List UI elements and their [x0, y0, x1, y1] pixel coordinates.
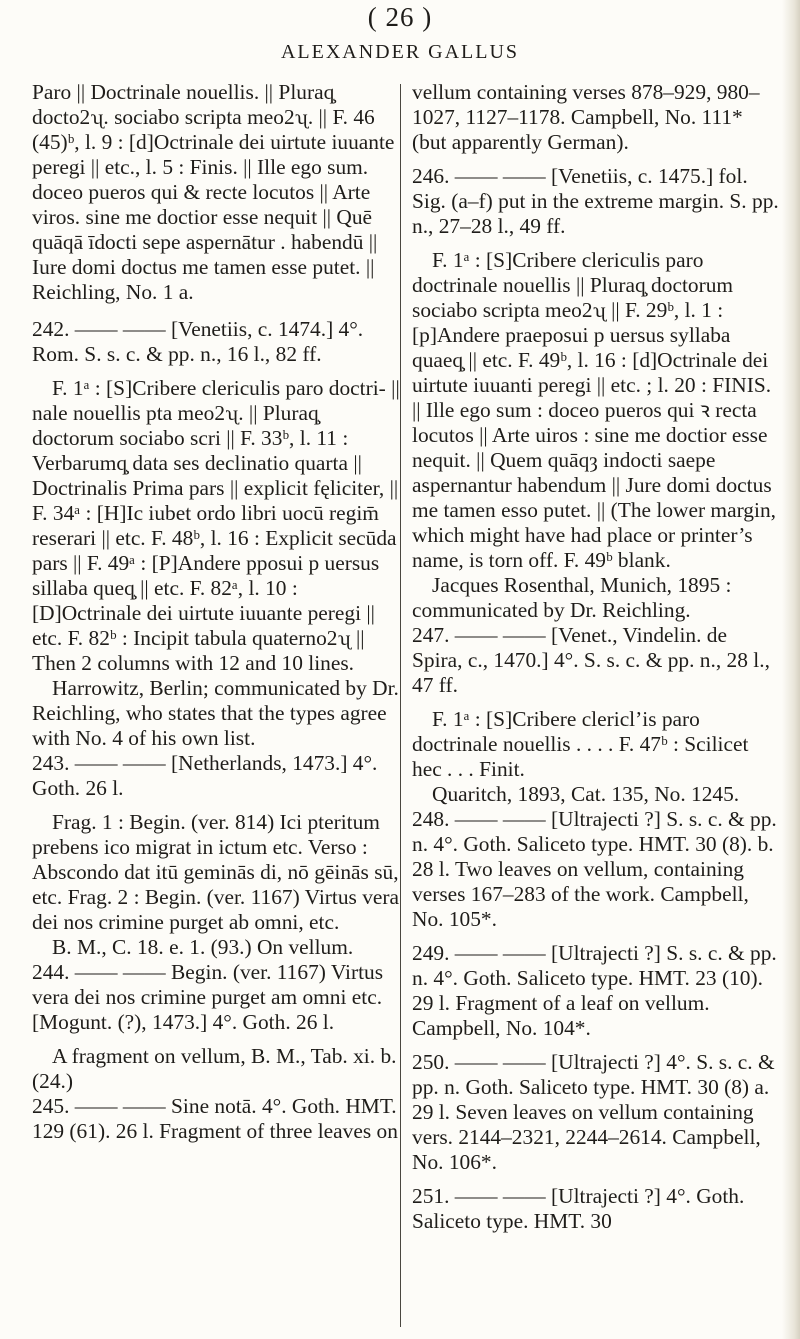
- entry-heading: 249. —— —— [Ultrajecti ?] S. s. c. & pp. n. 4°. Goth. Saliceto type. HMT. 23 (10). 29 l. Fragment of a leaf on vellum. Campbell, No. 104*.: [412, 941, 777, 1040]
- paragraph: vellum containing verses 878–929, 980–1027, 1127–1178. Campbell, No. 111* (but apparently German).: [412, 80, 760, 154]
- column-divider: [400, 84, 401, 1327]
- entry-heading: 245. —— —— Sine notā. 4°. Goth. HMT. 129 (61). 26 l. Fragment of three leaves on: [32, 1094, 398, 1143]
- entry-body: F. 1ᵃ : [S]Cribere clericulis paro doctri- || nale nouellis pta meo2ʯ. || Pluraq̧ doctorum sociabo scri || F. 33ᵇ, l. 11 : Verbarumq̧ data ses declinatio quarta || Doctrinalis Prima pars || explicit fęliciter, || F. 34ᵃ : [H]Ic iubet ordo libri uocū regim̄ reserari || etc. F. 48ᵇ, l. 16 : Explicit secūda pars || F. 49ᵃ : [P]Andere pposui p uersus sillaba queq̧ || etc. F. 82ᵃ, l. 10 : [D]Octrinale dei uirtute iuuante peregi || etc. F. 82ᵇ : Incipit tabula quaterno2ʯ || Then 2 columns with 12 and 10 lines.: [32, 376, 400, 675]
- left-column: [32, 80, 400, 1153]
- entry-body: F. 1ᵃ : [S]Cribere clericulis paro doctrinale nouellis || Pluraq̧ doctorum sociabo scripta meo2ʯ || F. 29ᵇ, l. 1 : [p]Andere praeposui p uersus syllaba quaeq̧ || etc. F. 49ᵇ, l. 16 : [d]Octrinale dei uirtute iuuanti peregi || etc. ; l. 20 : FINIS. || Ille ego sum : doceo pueros qui ꝛ recta locutos || Arte uiros : sine me doctior esse nequit. || Quem quāqȝ indocti saepe aspernantur habendum || Jure domi doctus me tamen esso putet. || (The lower margin, which might have had place or printer’s name, is torn off. F. 49ᵇ blank.: [412, 248, 776, 572]
- page-edge-shadow: [782, 0, 800, 1339]
- entry-heading: 243. —— —— [Netherlands, 1473.] 4°. Goth. 26 l.: [32, 751, 378, 800]
- entry-body: F. 1ᵃ : [S]Cribere clericl’is paro doctrinale nouellis . . . . F. 47ᵇ : Scilicet hec . . . Finit.: [412, 707, 749, 781]
- entry-heading: 246. —— —— [Venetiis, c. 1475.] fol. Sig. (a–f) put in the extreme margin. S. pp. n., 27–28 l., 49 ff.: [412, 164, 779, 238]
- entry-note: Quaritch, 1893, Cat. 135, No. 1245.: [432, 782, 740, 806]
- entry-note: Harrowitz, Berlin; communicated by Dr. Reichling, who states that the types agree with No. 4 of his own list.: [32, 676, 399, 750]
- entry-heading: 248. —— —— [Ultrajecti ?] S. s. c. & pp. n. 4°. Goth. Saliceto type. HMT. 30 (8). b. 28 l. Two leaves on vellum, containing verses 167–283 of the work. Campbell, No. 105*.: [412, 807, 777, 931]
- entry-note: B. M., C. 18. e. 1. (93.) On vellum.: [52, 935, 354, 959]
- entry-heading: 251. —— —— [Ultrajecti ?] 4°. Goth. Saliceto type. HMT. 30: [412, 1184, 745, 1233]
- entry-note: A fragment on vellum, B. M., Tab. xi. b. (24.): [32, 1044, 397, 1093]
- entry-heading: 247. —— —— [Venet., Vindelin. de Spira, c., 1470.] 4°. S. s. c. & pp. n., 28 l., 47 ff.: [412, 623, 770, 697]
- entry-heading: 250. —— —— [Ultrajecti ?] 4°. S. s. c. & pp. n. Goth. Saliceto type. HMT. 30 (8) a. 29 l. Seven leaves on vellum containing vers. 2144–2321, 2244–2614. Campbell, No. 106*.: [412, 1050, 775, 1174]
- running-head: ALEXANDER GALLUS: [280, 41, 520, 63]
- entry-heading: 244. —— —— Begin. (ver. 1167) Virtus vera dei nos crimine purget am omni etc. [Mogunt. (?), 1473.] 4°. Goth. 26 l.: [32, 960, 384, 1034]
- entry-body: Frag. 1 : Begin. (ver. 814) Ici pteritum prebens ico migrat in ictum etc. Verso : Abscondo dat itū geminās di, nō gēinās sū, etc. Frag. 2 : Begin. (ver. 1167) Virtus vera dei nos crimine purget ab omni, etc.: [32, 810, 400, 934]
- entry-heading: 242. —— —— [Venetiis, c. 1474.] 4°. Rom. S. s. c. & pp. n., 16 l., 82 ff.: [32, 317, 364, 366]
- page-number: ( 26 ): [367, 2, 433, 32]
- paragraph: Paro || Doctrinale nouellis. || Pluraq̧ docto2ʯ. sociabo scripta meo2ʯ. || F. 46 (45)ᵇ, l. 9 : [d]Octrinale dei uirtute iuuante peregi || etc., l. 5 : Finis. || Ille ego sum. doceo pueros qui & recte locutos || Arte viros. sine me doctior esse nequit || Quē quāqā īdocti sepe aspernātur . habendū || Iure domi doctus me tamen esse putet. || Reichling, No. 1 a.: [32, 80, 395, 304]
- entry-note: Jacques Rosenthal, Munich, 1895 : communicated by Dr. Reichling.: [412, 573, 732, 622]
- right-column: [412, 80, 780, 1243]
